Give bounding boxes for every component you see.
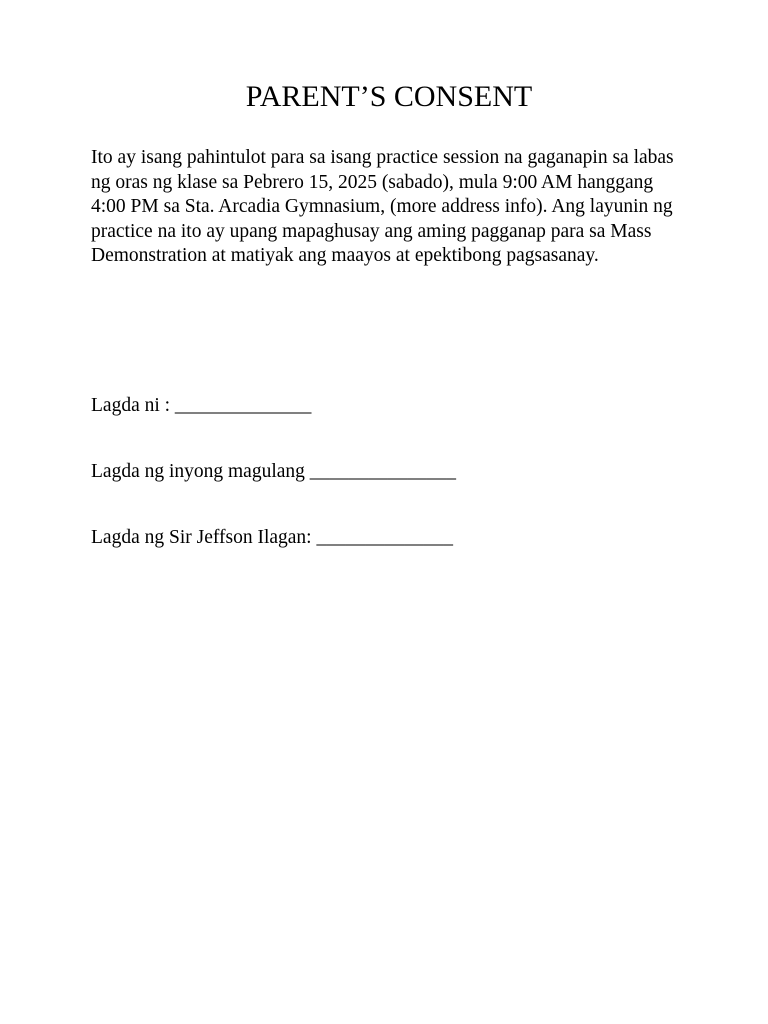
consent-paragraph: Ito ay isang pahintulot para sa isang practice session na gaganapin sa labas ng oras ng klase sa Pebrero 15, 2025 (sabado), mula 9:00 AM hanggang 4:00 PM sa Sta. Arcadia Gymnasium, (more address info). Ang layunin ng practice na ito ay upang mapaghusay ang aming pagganap para sa Mass Demonstration at matiyak ang maayos at epektibong pagsasanay. bbox=[91, 147, 674, 267]
signature-line-teacher: Lagda ng Sir Jeffson Ilagan: ______________ bbox=[91, 527, 453, 548]
signature-line-parent: Lagda ng inyong magulang _______________ bbox=[91, 461, 457, 482]
page-title: PARENT’S CONSENT bbox=[245, 80, 533, 113]
signature-line-student: Lagda ni : ______________ bbox=[91, 395, 312, 416]
